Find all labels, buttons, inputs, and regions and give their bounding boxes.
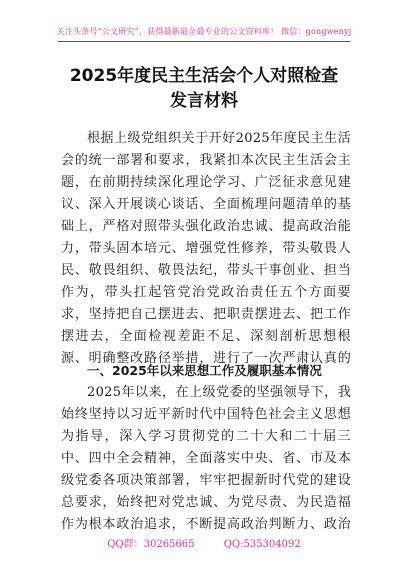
footer-qq-number: QQ:535304092 xyxy=(223,539,301,550)
document-title: 2025年度民主生活会个人对照检查发言材料 xyxy=(69,66,339,111)
section-heading: 一、2025年以来思想工作及履职基本情况 xyxy=(87,363,322,378)
footer-contact xyxy=(0,535,408,550)
header-banner: 关注头条号“公文研究”，获得最新最全最专业的公文资料库！ 微信：gongwenyj xyxy=(56,27,352,36)
header-divider xyxy=(58,41,350,42)
footer-qq-group: QQ群：30265665 xyxy=(107,539,195,550)
section-paragraph: 2025年以来，在上级党委的坚强领导下，我始终坚持以习近平新时代中国特色社会主义思想为指导，深入学习贯彻党的二十大和二十届三中、四中全会精神，全面落实中央、省、市及本级党委各项决策部署，牢牢把握新时代党的建设总要求，始终把对党忠诚、为党尽责、为民造福作为根本政治追求，不断提高政治判断力、政治 xyxy=(61,385,351,532)
intro-paragraph: 根据上级党组织关于开好2025年度民主生活会的统一部署和要求，我紧扣本次民主生活会主题，在前期持续深化理论学习、广泛征求意见建议、深入开展谈心谈话、全面梳理问题清单的基础上，严格对照带头强化政治忠诚、提高政治能力，带头固本培元、增强党性修养，带头敬畏人民、敬畏组织、敬畏法纪，带头干事创业、担当作为，带头扛起管党治党政治责任五个方面要求，坚持把自己摆进去、把职责摆进去、把工作摆进去，全面检视差距不足、深刻剖析思想根源、明确整改路径举措，进行了一次严肃认真的 xyxy=(61,131,351,366)
